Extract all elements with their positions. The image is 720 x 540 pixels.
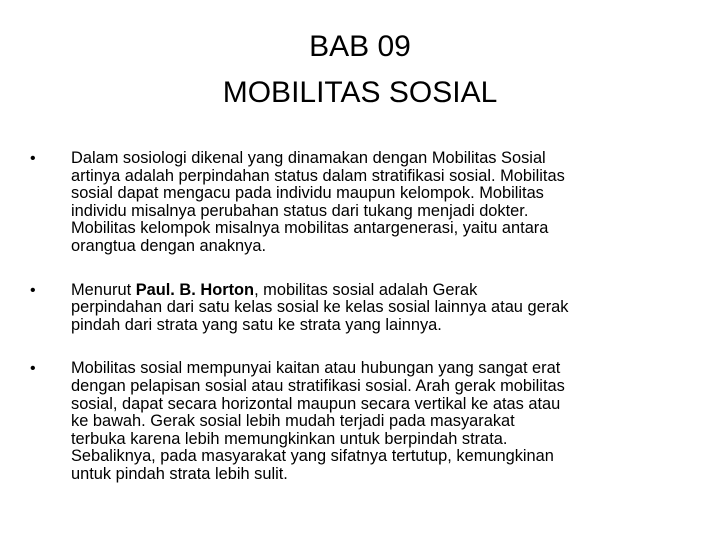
bullet-1-line-4: individu misalnya perubahan status dari tukang menjadi dokter. xyxy=(71,201,529,220)
bullet-2-line-1 xyxy=(71,282,690,300)
bullet-2-text-before: Menurut xyxy=(71,280,136,299)
bullet-2-line-2: perpindahan dari satu kelas sosial ke kelas sosial lainnya atau gerak xyxy=(71,298,569,317)
bullet-marker: • xyxy=(30,150,36,167)
author-name: Paul. B. Horton xyxy=(135,280,255,299)
bullet-3-line-4: ke bawah. Gerak sosial lebih mudah terjadi pada masyarakat xyxy=(71,412,515,431)
bullet-3-line-3: sosial, dapat secara horizontal maupun secara vertikal ke atas atau xyxy=(71,394,561,413)
bullet-3-line-2: dengan pelapisan sosial atau stratifikasi sosial. Arah gerak mobilitas xyxy=(71,376,565,395)
bullet-1-line-5: Mobilitas kelompok misalnya mobilitas antargenerasi, yaitu antara xyxy=(71,219,549,238)
bullet-1-line-3: sosial dapat mengacu pada individu maupun kelompok. Mobilitas xyxy=(71,184,544,203)
bullet-3-line-7: untuk pindah strata lebih sulit. xyxy=(71,464,288,483)
title-line-2: MOBILITAS SOSIAL xyxy=(222,76,498,109)
bullet-marker: • xyxy=(30,360,36,378)
bullet-1-line-1: Dalam sosiologi dikenal yang dinamakan dengan Mobilitas Sosial xyxy=(71,149,546,167)
bullet-3-line-5: terbuka karena lebih memungkinkan untuk berpindah strata. xyxy=(71,429,508,448)
bullet-3-line-1: Mobilitas sosial mempunyai kaitan atau hubungan yang sangat erat xyxy=(71,359,561,378)
bullet-item-3 xyxy=(30,360,690,483)
bullet-1-line-6: orangtua dengan anaknya. xyxy=(71,236,267,255)
bullet-1-line-2: artinya adalah perpindahan status dalam stratifikasi sosial. Mobilitas xyxy=(71,166,565,185)
bullet-list xyxy=(30,150,690,484)
bullet-2-line-3: pindah dari strata yang satu ke strata yang lainnya. xyxy=(71,315,442,334)
bullet-marker: • xyxy=(30,281,36,299)
title-line-1: BAB 09 xyxy=(309,30,411,63)
bullet-3-line-6: Sebaliknya, pada masyarakat yang sifatnya tertutup, kemungkinan xyxy=(71,447,554,466)
bullet-item-1 xyxy=(30,150,690,256)
bullet-item-2 xyxy=(30,282,690,335)
slide-title xyxy=(0,24,720,116)
bullet-2-text-after: , mobilitas sosial adalah Gerak xyxy=(254,280,478,299)
